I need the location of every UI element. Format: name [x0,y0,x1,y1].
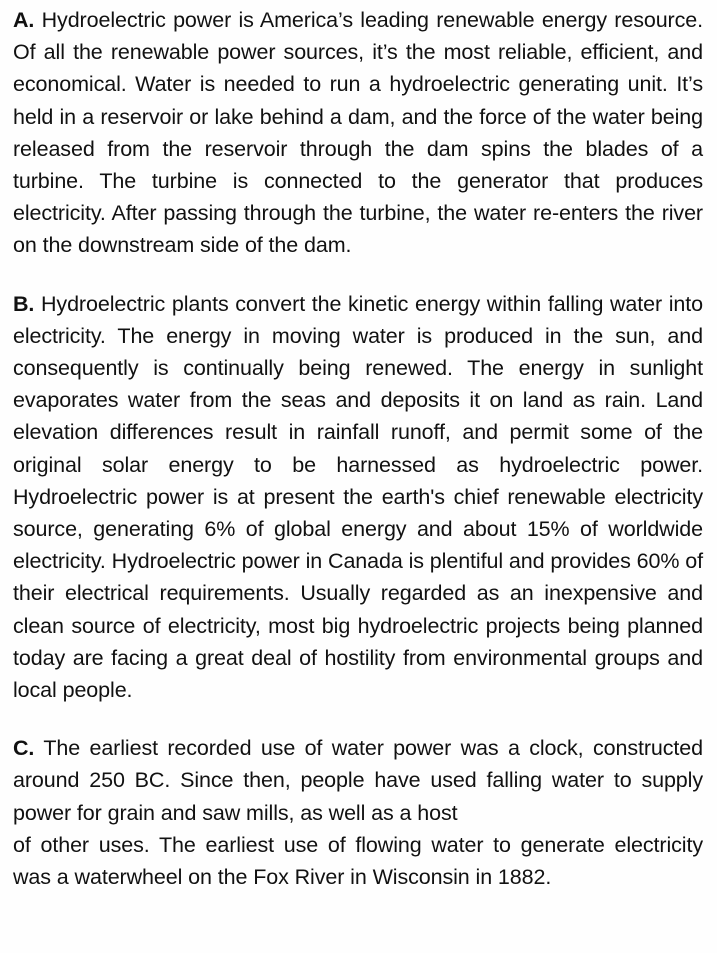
paragraph-b-text: Hydroelectric plants convert the kinetic energy within falling water into electricity. The energy in moving water is produced in the sun, and consequently is continually being renewed. The energy in sunlight evaporates water from the seas and deposits it on land as rain. Land elevation differences result in rainfall runoff, and permit some of the original solar energy to be harnessed as hydroelectric power. Hydroelectric power is at present the earth's chief renewable electricity source, generating 6% of global energy and about 15% of worldwide electricity. Hydroelectric power in Canada is plentiful and provides 60% of their electrical requirements. Usually regarded as an inexpensive and clean source of electricity, most big hydroelectric projects being planned today are facing a great deal of hostility from environmental groups and local people. [13,291,704,703]
paragraph-b [13,288,703,707]
paragraph-a-label: A. [13,8,35,32]
paragraph-c [13,732,703,893]
paragraph-a-text: Hydroelectric power is America’s leading renewable energy resource. Of all the renewable power sources, it’s the most reliable, efficient, and economical. Water is needed to run a hydroelectric generating unit. It’s held in a reservoir or lake behind a dam, and the force of the water being released from the reservoir through the dam spins the blades of a turbine. The turbine is connected to the generator that produces electricity. After passing through the turbine, the water re-enters the river on the downstream side of the dam. [13,8,703,258]
paragraph-c-segment-1 [13,732,703,829]
paragraph-c-text-part-2: of other uses. The earliest use of flowing water to generate electricity was a waterwheel on the Fox River in Wisconsin in 1882. [13,832,703,890]
paragraph-a [13,4,703,262]
paragraph-c-text-part-1: The earliest recorded use of water power was a clock, constructed around 250 BC. Since then, people have used falling water to supply power for grain and saw mills, as well as a host [13,736,703,825]
paragraph-c-label: C. [13,736,35,761]
paragraph-b-label: B. [13,291,35,316]
paragraph-c-segment-2 [13,829,703,893]
